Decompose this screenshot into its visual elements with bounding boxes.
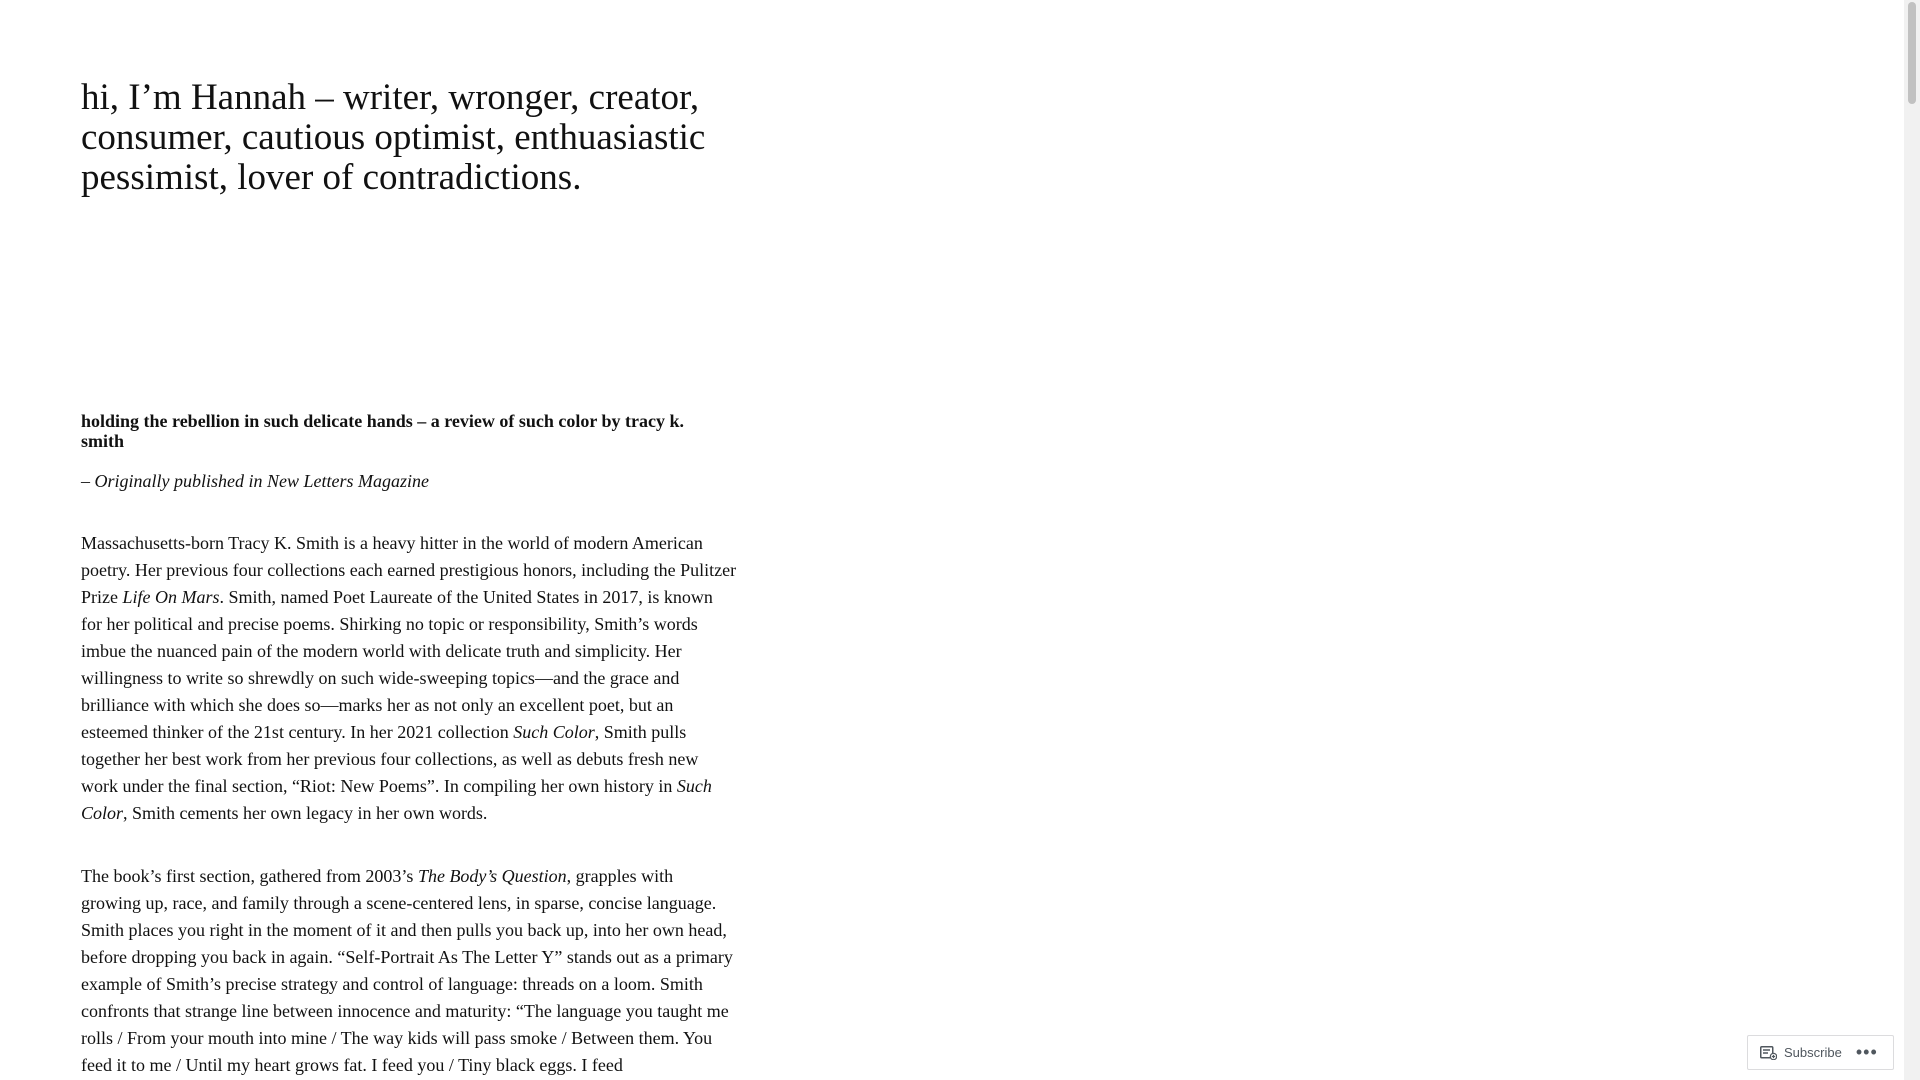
- subscribe-button[interactable]: [1748, 1036, 1850, 1069]
- italic-title-text: Life On Mars: [122, 587, 220, 607]
- post-paragraph: [81, 863, 737, 1079]
- site-title[interactable]: hi, I’m Hannah – writer, wronger, creator, consumer, cautious optimist, enthuasiastic pessimist, lover of contradictions.: [81, 77, 706, 198]
- paragraph-text: , grapples with growing up, race, and family through a scene-centered lens, in sparse, concise language. Smith places you right in the moment of it and then pulls you back up, into her own head, before dropping you back in again. “Self-Portrait As The Letter Y” stands out as a primary example of Smith’s precise strategy and control of language: threads on a loom. Smith confronts that strange line between innocence and maturity: “The language you taught me rolls / From your mouth into mine / The way kids will pass smoke / Between them. You feed it to me / Until my heart grows fat. I feed you / Tiny black eggs. I feed: [81, 866, 733, 1075]
- post-body: [81, 530, 737, 1080]
- more-options-button[interactable]: [1850, 1036, 1884, 1069]
- paragraph-text: , Smith pulls together her best work from her previous four collections, as well as debuts fresh new work under the final section, “Riot: New Poems”. In compiling her own history in: [81, 722, 699, 796]
- post-byline: – Originally published in New Letters Magazine: [81, 471, 429, 491]
- post-title[interactable]: holding the rebellion in such delicate hands – a review of such color by tracy k. smith: [81, 411, 685, 451]
- post-paragraph: [81, 530, 737, 827]
- ellipsis-icon: •••: [1855, 1042, 1878, 1062]
- subscribe-label: Subscribe: [1784, 1045, 1842, 1060]
- subscribe-bar: [1747, 1035, 1894, 1070]
- reader-subscribe-icon: [1760, 1046, 1777, 1060]
- paragraph-text: Massachusetts-born Tracy K. Smith is a heavy hitter in the world of modern American poetry. Her previous four collections each earned prestigious honors, including the Pulitzer Prize: [81, 533, 737, 607]
- italic-title-text: Such Color: [513, 722, 595, 742]
- italic-title-text: Such Color: [81, 776, 712, 823]
- paragraph-text: The book’s first section, gathered from 2003’s: [81, 866, 418, 886]
- italic-title-text: The Body’s Question: [417, 866, 567, 886]
- paragraph-text: . Smith, named Poet Laureate of the United States in 2017, is known for her political and precise poems. Shirking no topic or responsibility, Smith’s words imbue the nuanced pain of the modern world with delicate truth and simplicity. Her willingness to write so shrewdly on such wide-sweeping topics—and the grace and brilliance with which she does so—marks her as not only an excellent poet, but an esteemed thinker of the 21st century. In her 2021 collection: [81, 587, 713, 742]
- scrollbar-thumb[interactable]: [1908, 2, 1916, 104]
- paragraph-text: , Smith cements her own legacy in her own words.: [123, 803, 488, 823]
- page-scrollbar[interactable]: [1904, 0, 1920, 1080]
